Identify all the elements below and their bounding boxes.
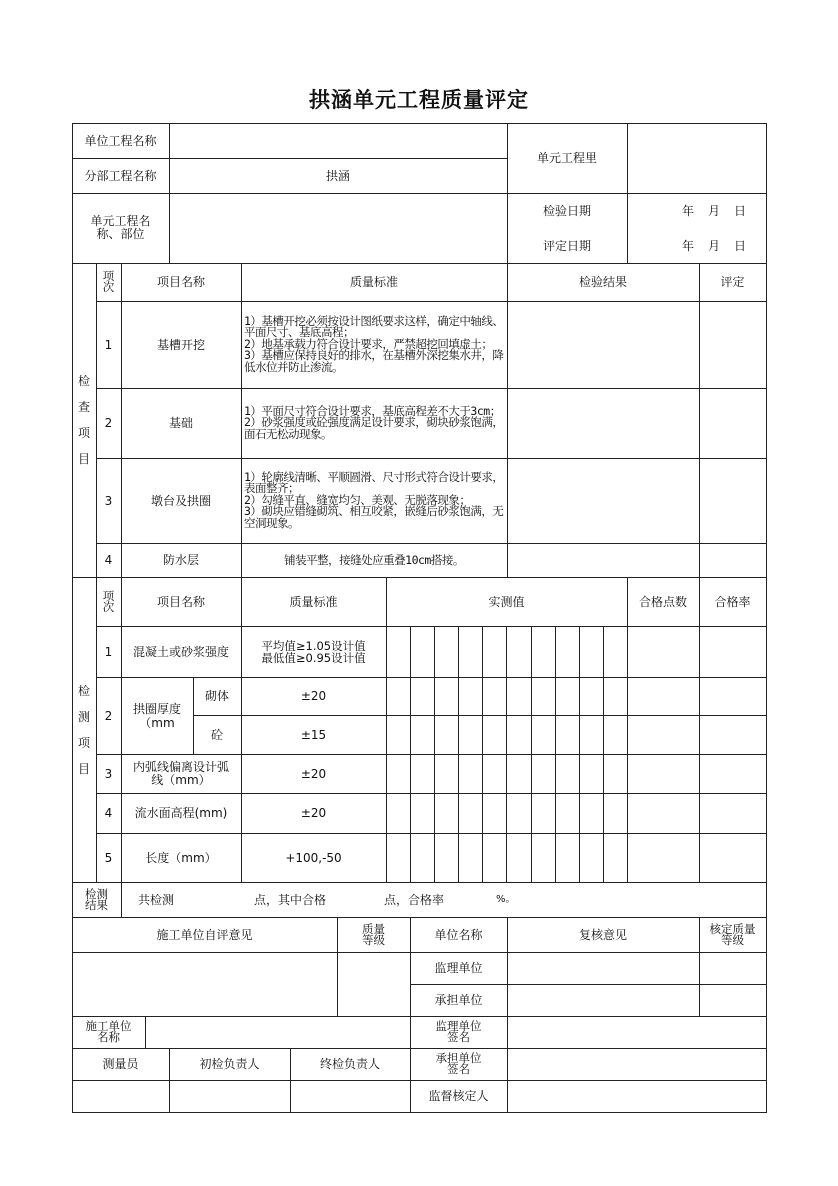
day: 日 [733, 238, 746, 253]
undertaking-unit-label: 承担单位 [410, 984, 508, 1017]
detection-section-label [72, 577, 97, 883]
detection-row-2-name [121, 677, 194, 755]
result-summary-label [72, 882, 122, 918]
verified-grade-label-text: 核定质量等级 [709, 921, 756, 947]
supervisor-verifier-label: 监督核定人 [410, 1080, 508, 1113]
measured-value-cell[interactable] [458, 833, 483, 883]
inspection-col-rating: 评定 [699, 263, 767, 302]
detection-row-1-no: 1 [96, 626, 122, 678]
inspection-row-4-result[interactable] [507, 543, 700, 578]
supervision-opinion-field[interactable] [507, 952, 700, 985]
undertaking-sign-label [410, 1048, 508, 1081]
assess-date-value[interactable] [668, 240, 746, 252]
unit-project-label: 单位工程名称 [72, 123, 170, 159]
measured-value-cell[interactable] [386, 754, 411, 794]
measured-value-cell[interactable] [579, 715, 604, 755]
undertaking-opinion-field[interactable] [507, 984, 700, 1017]
summary-part4: %。 [496, 893, 516, 905]
measured-value-cell[interactable] [386, 626, 411, 678]
summary-part2: 点，其中合格 [254, 892, 327, 907]
element-name-field[interactable] [169, 193, 508, 264]
result-summary-label-text: 检测结果 [85, 886, 108, 912]
summary-part3: 点，合格率 [384, 892, 445, 907]
measured-value-cell[interactable] [603, 626, 628, 678]
detection-col-measured: 实测值 [386, 577, 628, 627]
division-label: 分部工程名称 [72, 158, 170, 194]
detection-col-no-text: 项次 [102, 588, 115, 614]
measured-value-cell[interactable] [482, 626, 507, 678]
measured-value-cell[interactable] [603, 715, 628, 755]
inspection-col-no-text: 项次 [102, 269, 115, 294]
page-title: 拱涵单元工程质量评定 [309, 87, 529, 112]
measured-value-cell[interactable] [386, 833, 411, 883]
measured-value-cell[interactable] [579, 677, 604, 716]
date-labels [507, 193, 628, 264]
unit-project-field[interactable] [169, 123, 508, 159]
inspection-section-label [72, 263, 97, 578]
supervision-grade-field[interactable] [699, 952, 767, 985]
inspection-row-2-no: 2 [96, 388, 122, 459]
measured-value-cell[interactable] [579, 793, 604, 834]
measured-value-cell[interactable] [458, 626, 483, 678]
supervision-sign-label-text: 监理单位签名 [435, 1019, 482, 1044]
measured-value-cell[interactable] [555, 833, 580, 883]
pass-points-cell[interactable] [627, 754, 700, 794]
detection-col-pass-rate: 合格率 [699, 577, 767, 627]
date-values[interactable] [627, 193, 767, 264]
pass-points-cell[interactable] [627, 793, 700, 834]
inspection-row-2-rating[interactable] [699, 388, 767, 459]
detection-row-5-name: 长度（mm） [121, 833, 242, 883]
detection-row-1-name: 混凝土或砂浆强度 [121, 626, 242, 678]
supervisor-verifier-field[interactable] [507, 1080, 767, 1113]
measured-value-cell[interactable] [482, 754, 507, 794]
pass-rate-cell[interactable] [699, 626, 767, 678]
measured-value-cell[interactable] [603, 793, 628, 834]
detection-col-name: 项目名称 [121, 577, 242, 627]
quality-grade-label-text: 质量等级 [362, 921, 385, 947]
inspection-row-2-standard [241, 388, 508, 459]
pass-rate-cell[interactable] [699, 793, 767, 834]
measured-value-cell[interactable] [579, 754, 604, 794]
inspection-col-result: 检验结果 [507, 263, 700, 302]
measured-value-cell[interactable] [482, 833, 507, 883]
measured-value-cell[interactable] [531, 833, 556, 883]
undertaking-sign-field[interactable] [507, 1048, 767, 1081]
pass-points-cell[interactable] [627, 677, 700, 716]
self-eval-label: 施工单位自评意见 [72, 917, 338, 953]
detection-row-2b-sub: 砼 [193, 715, 242, 755]
detection-row-2a-sub: 砌体 [193, 677, 242, 716]
detection-row-2-name-text: 拱圈厚度（mm [132, 701, 181, 730]
measured-value-cell[interactable] [555, 677, 580, 716]
surveyor-field[interactable] [72, 1080, 170, 1113]
inspection-row-4-rating[interactable] [699, 543, 767, 578]
detection-row-2b-standard: ±15 [241, 715, 387, 755]
inspection-row-3-standard [241, 458, 508, 544]
detection-row-4-standard: ±20 [241, 793, 387, 834]
element-name-label-text: 单元工程名称、部位 [90, 214, 151, 241]
inspection-row-4-name: 防水层 [121, 543, 242, 578]
inspect-date-label: 检验日期 [542, 203, 591, 218]
inspection-col-name: 项目名称 [121, 263, 242, 302]
measured-value-cell[interactable] [603, 754, 628, 794]
summary-part1: 共检测 [138, 892, 175, 907]
measured-value-cell[interactable] [434, 833, 459, 883]
detection-row-2a-standard: ±20 [241, 677, 387, 716]
detection-section-text: 检测项目 [78, 683, 91, 776]
measured-value-cell[interactable] [506, 793, 532, 834]
pass-rate-cell[interactable] [699, 833, 767, 883]
supervision-sign-field[interactable] [507, 1016, 767, 1049]
measured-value-cell[interactable] [434, 754, 459, 794]
measured-value-cell[interactable] [506, 833, 532, 883]
division-field[interactable]: 拱涵 [169, 158, 508, 194]
detection-row-5-standard: +100,-50 [241, 833, 387, 883]
construction-unit-name-field[interactable] [145, 1016, 411, 1049]
pass-rate-cell[interactable] [699, 715, 767, 755]
inspection-row-4-no: 4 [96, 543, 122, 578]
day: 日 [733, 203, 746, 218]
measured-value-cell[interactable] [531, 677, 556, 716]
measured-value-cell[interactable] [603, 833, 628, 883]
measured-value-cell[interactable] [386, 677, 411, 716]
initial-inspector-label: 初检负责人 [169, 1048, 291, 1081]
year: 年 [681, 203, 694, 218]
measured-value-cell[interactable] [458, 793, 483, 834]
detection-col-standard: 质量标准 [241, 577, 387, 627]
detection-row-3-standard: ±20 [241, 754, 387, 794]
pass-points-cell[interactable] [627, 715, 700, 755]
inspection-row-3-result[interactable] [507, 458, 700, 544]
construction-unit-name-label-text: 施工单位名称 [85, 1019, 132, 1044]
quality-grade-label [337, 917, 411, 953]
measured-value-cell[interactable] [482, 715, 507, 755]
measured-value-cell[interactable] [434, 793, 459, 834]
measured-value-cell[interactable] [386, 715, 411, 755]
measured-value-cell[interactable] [482, 793, 507, 834]
supervision-sign-label [410, 1016, 508, 1049]
element-quantity-label: 单元工程里 [507, 123, 628, 194]
pass-points-cell[interactable] [627, 833, 700, 883]
inspection-row-4-standard: 铺装平整，接缝处应重叠10cm搭接。 [241, 543, 508, 578]
inspection-row-2-result[interactable] [507, 388, 700, 459]
measured-value-cell[interactable] [410, 715, 435, 755]
final-inspector-label: 终检负责人 [290, 1048, 411, 1081]
detection-row-5-no: 5 [96, 833, 122, 883]
inspection-row-3-name: 墩台及拱圈 [121, 458, 242, 544]
measured-value-cell[interactable] [434, 715, 459, 755]
measured-value-cell[interactable] [531, 715, 556, 755]
inspection-section-text: 检查项目 [78, 374, 91, 466]
measured-value-cell[interactable] [410, 833, 435, 883]
standard-text: 1）基槽开挖必须按设计图纸要求这样，确定中轴线、平面尺寸、基底高程； 2）地基承载力符合设计要求，严禁超挖回填虚土； 3）基槽应保持良好的排水，在基槽外深挖集水井，降低水位并防止渗流。 [244, 313, 504, 374]
element-quantity-field[interactable] [627, 123, 767, 194]
pass-rate-cell[interactable] [699, 754, 767, 794]
measured-value-cell[interactable] [555, 626, 580, 678]
measured-value-cell[interactable] [555, 754, 580, 794]
standard-text: 1）平面尺寸符合设计要求，基底高程差不大于3cm； 2）砂浆强度或砼强度满足设计要求，砌块砂浆饱满，面石无松动现象。 [244, 403, 504, 441]
measured-value-cell[interactable] [482, 677, 507, 716]
inspection-col-no [96, 263, 122, 302]
detection-row-3-name-text: 内弧线偏离设计弧线（mm） [133, 759, 230, 787]
measured-value-cell[interactable] [506, 715, 532, 755]
quality-grade-field[interactable] [337, 952, 411, 1017]
detection-row-4-no: 4 [96, 793, 122, 834]
measured-value-cell[interactable] [386, 793, 411, 834]
final-inspector-field[interactable] [290, 1080, 411, 1113]
standard-text: 平均值≥1.05设计值 最低值≥0.95设计值 [261, 638, 366, 665]
self-eval-field[interactable] [72, 952, 338, 1017]
measured-value-cell[interactable] [531, 793, 556, 834]
inspection-row-1-rating[interactable] [699, 301, 767, 389]
pass-rate-cell[interactable] [699, 677, 767, 716]
year: 年 [681, 238, 694, 253]
detection-row-3-no: 3 [96, 754, 122, 794]
initial-inspector-field[interactable] [169, 1080, 291, 1113]
measured-value-cell[interactable] [506, 677, 532, 716]
supervision-unit-label: 监理单位 [410, 952, 508, 985]
measured-value-cell[interactable] [410, 677, 435, 716]
construction-unit-name-label [72, 1016, 146, 1049]
undertaking-grade-field[interactable] [699, 984, 767, 1017]
measured-value-cell[interactable] [434, 626, 459, 678]
detection-col-no [96, 577, 122, 627]
measured-value-cell[interactable] [531, 754, 556, 794]
detection-row-3-name [121, 754, 242, 794]
measured-value-cell[interactable] [506, 754, 532, 794]
measured-value-cell[interactable] [555, 793, 580, 834]
inspection-row-1-standard [241, 301, 508, 389]
measured-value-cell[interactable] [458, 754, 483, 794]
detection-col-pass-points: 合格点数 [627, 577, 700, 627]
measured-value-cell[interactable] [410, 754, 435, 794]
measured-value-cell[interactable] [579, 626, 604, 678]
measured-value-cell[interactable] [506, 626, 532, 678]
inspection-col-standard: 质量标准 [241, 263, 508, 302]
inspection-row-3-no: 3 [96, 458, 122, 544]
detection-row-1-standard [241, 626, 387, 678]
measured-value-cell[interactable] [603, 677, 628, 716]
month: 月 [707, 203, 720, 218]
measured-value-cell[interactable] [458, 677, 483, 716]
measured-value-cell[interactable] [579, 833, 604, 883]
result-summary-text [121, 882, 767, 918]
pass-points-cell[interactable] [627, 626, 700, 678]
detection-row-2-no: 2 [96, 677, 122, 755]
inspection-row-3-rating[interactable] [699, 458, 767, 544]
verified-grade-label [699, 917, 767, 953]
measured-value-cell[interactable] [531, 626, 556, 678]
inspection-row-1-result[interactable] [507, 301, 700, 389]
inspect-date-value[interactable] [668, 205, 746, 217]
inspection-row-1-no: 1 [96, 301, 122, 389]
undertaking-sign-label-text: 承担单位签名 [435, 1051, 482, 1076]
inspection-row-2-name: 基础 [121, 388, 242, 459]
measured-value-cell[interactable] [458, 715, 483, 755]
measured-value-cell[interactable] [410, 626, 435, 678]
detection-row-4-name: 流水面高程(mm) [121, 793, 242, 834]
standard-text: 1）轮廓线清晰、平顺圆滑、尺寸形式符合设计要求，表面整齐； 2）勾缝平直、缝宽均匀、美观、无脱落现象； 3）砌块应错缝砌筑、相互咬紧，嵌缝后砂浆饱满，无空洞现象。 [244, 469, 504, 530]
assess-date-label: 评定日期 [542, 238, 591, 253]
review-opinion-label: 复核意见 [507, 917, 700, 953]
measured-value-cell[interactable] [555, 715, 580, 755]
element-name-label [72, 193, 170, 264]
inspection-row-1-name: 基槽开挖 [121, 301, 242, 389]
measured-value-cell[interactable] [410, 793, 435, 834]
month: 月 [707, 238, 720, 253]
surveyor-label: 测量员 [72, 1048, 170, 1081]
measured-value-cell[interactable] [434, 677, 459, 716]
unit-name-label: 单位名称 [410, 917, 508, 953]
